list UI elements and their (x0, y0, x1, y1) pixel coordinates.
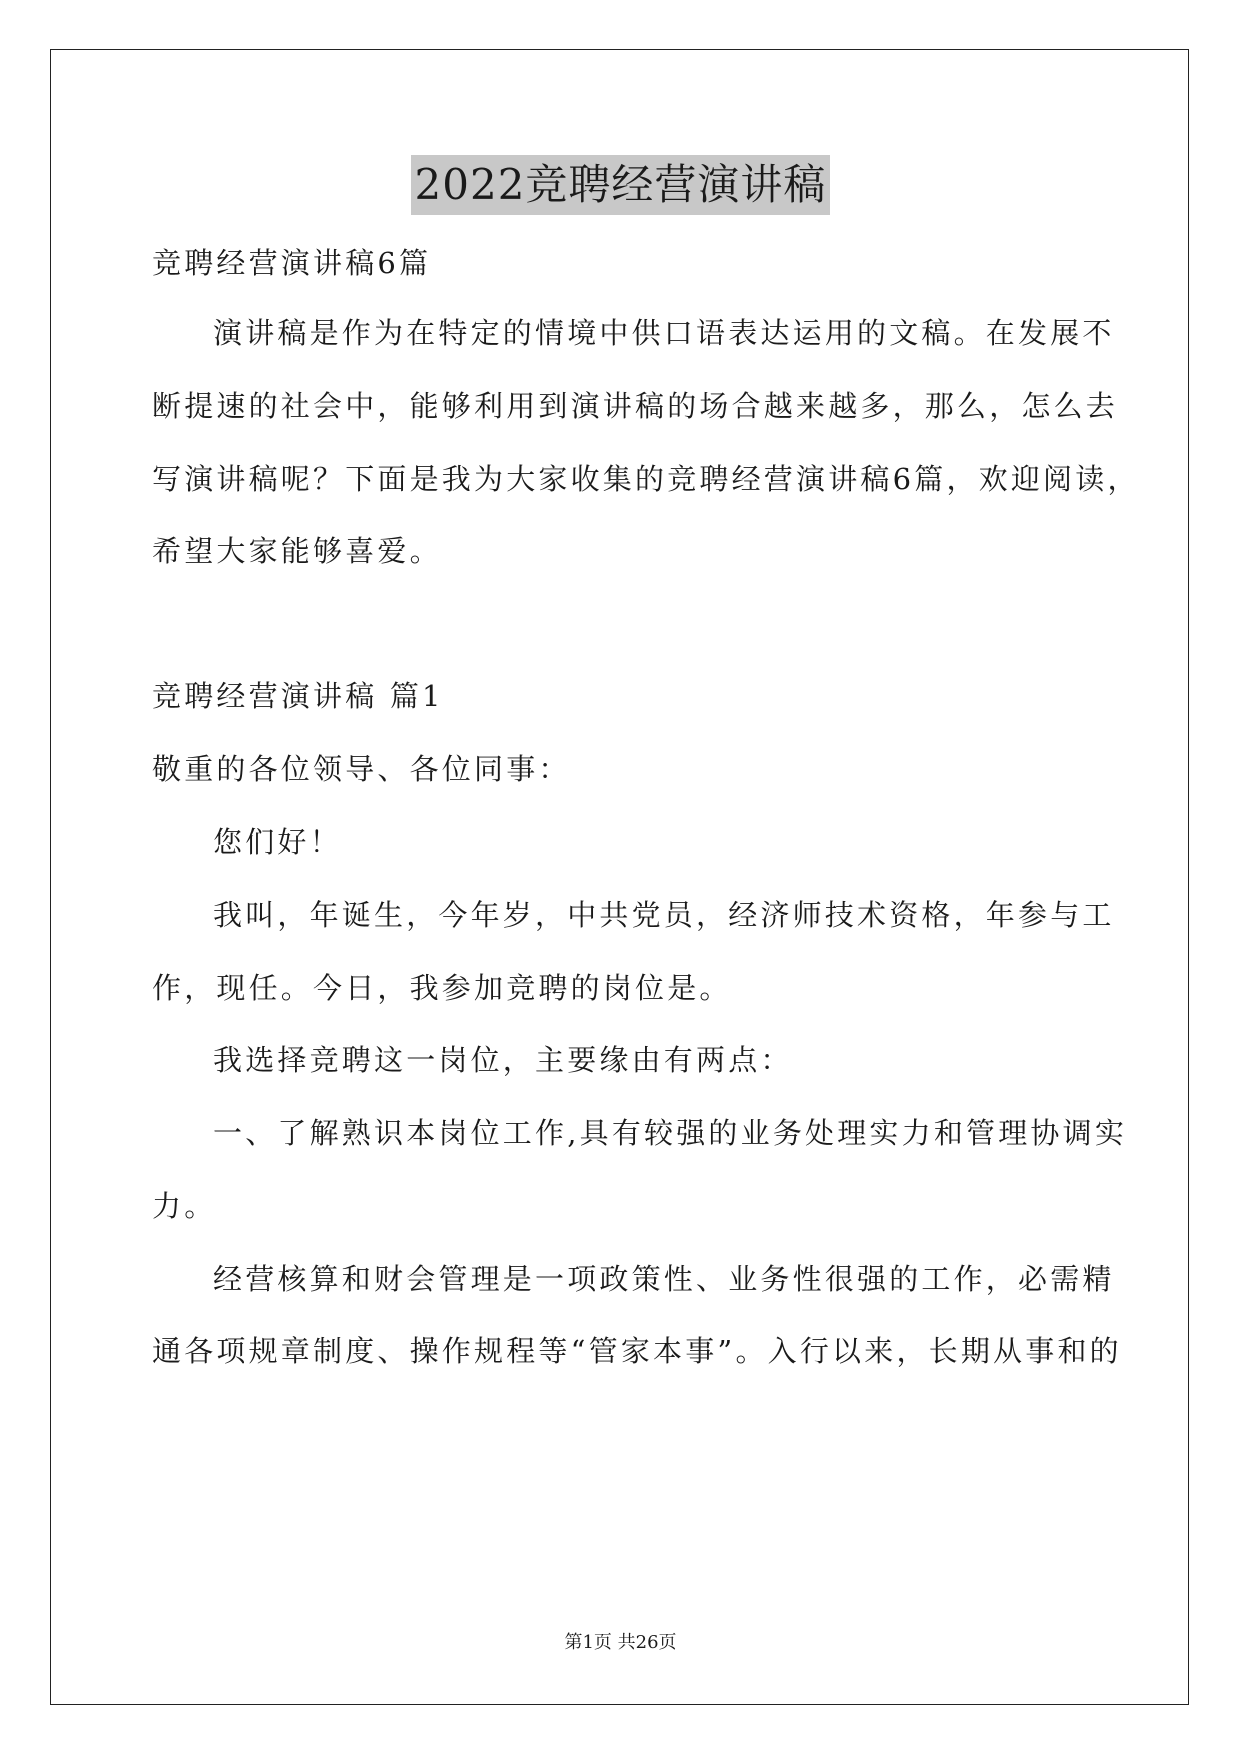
body-line-6: 经营核算和财会管理是一项政策性、业务性很强的工作，必需精 (213, 1262, 1115, 1296)
body-line-4: 一、了解熟识本岗位工作,具有较强的业务处理实力和管理协调实 (213, 1116, 1128, 1150)
intro-line-3: 写演讲稿呢？下面是我为大家收集的竞聘经营演讲稿6篇，欢迎阅读， (152, 462, 1140, 496)
body-line-3: 我选择竞聘这一岗位，主要缘由有两点： (213, 1043, 793, 1077)
body-line-2: 作，现任。今日，我参加竞聘的岗位是。 (152, 971, 732, 1005)
intro-line-1: 演讲稿是作为在特定的情境中供口语表达运用的文稿。在发展不 (213, 316, 1115, 350)
page-border (50, 49, 1189, 1705)
intro-line-2: 断提速的社会中，能够利用到演讲稿的场合越来越多，那么，怎么去 (152, 389, 1119, 423)
body-line-1: 我叫，年诞生，今年岁，中共党员，经济师技术资格，年参与工 (213, 898, 1115, 932)
greeting: 您们好！ (213, 825, 342, 859)
section-heading: 竞聘经营演讲稿 篇1 (152, 679, 444, 713)
document-title: 2022竞聘经营演讲稿 (411, 155, 831, 215)
body-line-5: 力。 (152, 1189, 217, 1223)
subtitle: 竞聘经营演讲稿6篇 (152, 246, 432, 280)
title-container (0, 155, 1241, 215)
body-line-7: 通各项规章制度、操作规程等“管家本事”。入行以来，长期从事和的 (152, 1334, 1122, 1368)
intro-line-4: 希望大家能够喜爱。 (152, 534, 442, 568)
page-number-footer: 第1页 共26页 (564, 1632, 677, 1653)
salutation: 敬重的各位领导、各位同事： (152, 752, 571, 786)
